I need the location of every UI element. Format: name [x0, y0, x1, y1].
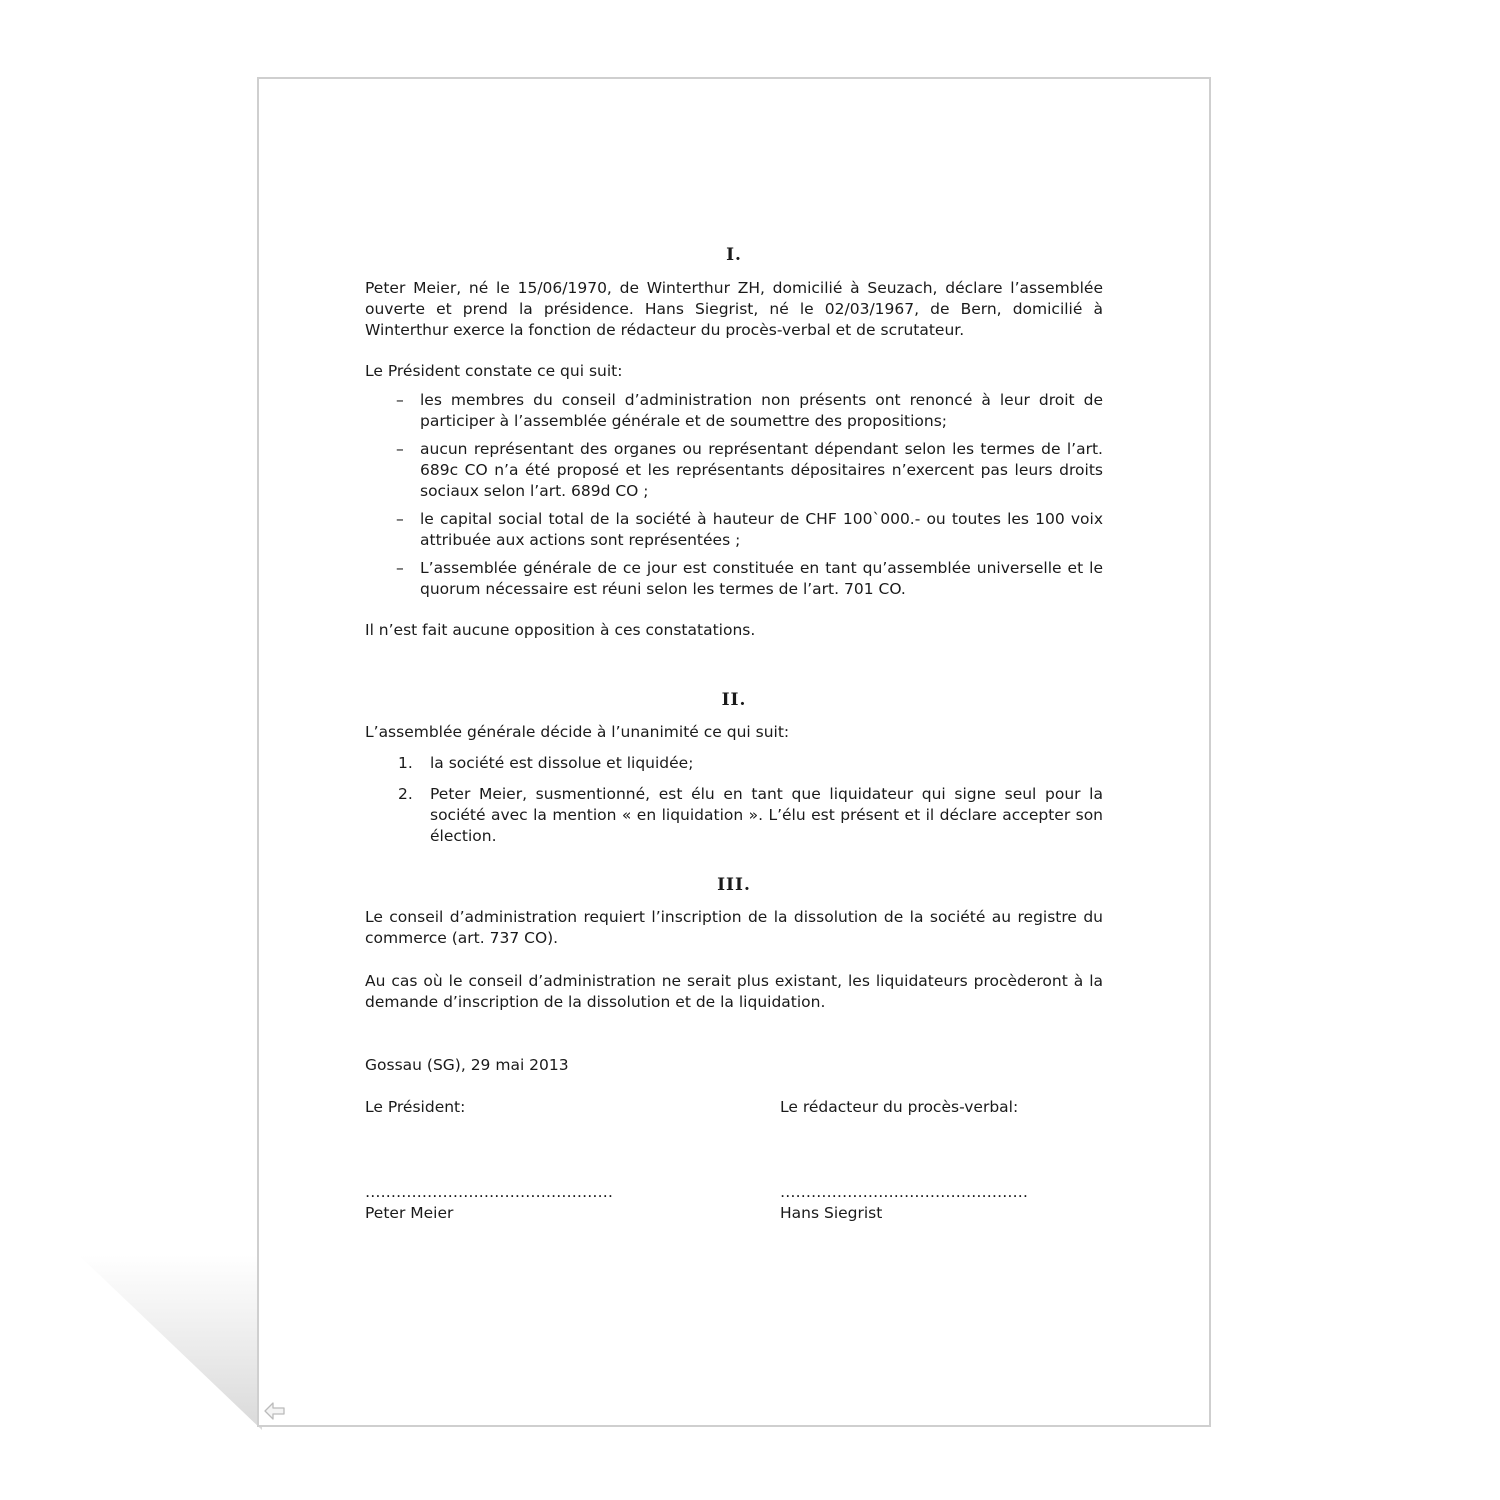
signature-block-president — [365, 1097, 695, 1224]
page-shadow — [0, 1255, 262, 1430]
signature-role: Le rédacteur du procès-verbal: — [780, 1098, 1019, 1116]
list-item-text: le capital social total de la société à hauteur de CHF 100`000.- ou toutes les 100 voix attribuée aux actions sont représentées ; — [420, 510, 1103, 549]
document-page — [257, 77, 1211, 1427]
section-1-closing: Il n’est fait aucune opposition à ces constatations. — [365, 621, 756, 639]
section-2-numbered-list — [365, 753, 1103, 847]
list-item — [365, 784, 1103, 847]
back-arrow-icon[interactable] — [263, 1401, 287, 1421]
dash-marker: – — [396, 440, 404, 458]
section-1-constate: Le Président constate ce qui suit: — [365, 362, 623, 380]
signature-block-secretary — [780, 1097, 1110, 1224]
signature-line: ………………………………………… — [780, 1183, 1028, 1201]
section-3-paragraph-2: Au cas où le conseil d’administration ne serait plus existant, les liquidateurs procèderont à la demande d’inscription de la dissolution et de la liquidation. — [365, 972, 1103, 1011]
signature-name: Hans Siegrist — [780, 1204, 883, 1222]
list-item — [365, 390, 1103, 432]
number-marker: 1. — [398, 754, 413, 772]
section-2-intro: L’assemblée générale décide à l’unanimité ce qui suit: — [365, 723, 790, 741]
dash-marker: – — [396, 559, 404, 577]
list-item-text: Peter Meier, susmentionné, est élu en tant que liquidateur qui signe seul pour la société avec la mention « en liquidation ». L’élu est présent et il déclare accepter son élection. — [430, 785, 1103, 845]
list-item — [365, 509, 1103, 551]
list-item-text: la société est dissolue et liquidée; — [430, 754, 694, 772]
dash-marker: – — [396, 510, 404, 528]
signature-name: Peter Meier — [365, 1204, 454, 1222]
signature-line: ………………………………………… — [365, 1183, 613, 1201]
section-heading-2: II. — [721, 690, 747, 710]
place-date: Gossau (SG), 29 mai 2013 — [365, 1056, 569, 1074]
list-item-text: les membres du conseil d’administration non présents ont renoncé à leur droit de participer à l’assemblée générale et de soumettre des propositions; — [420, 391, 1103, 430]
section-3-paragraph-1: Le conseil d’administration requiert l’inscription de la dissolution de la société au registre du commerce (art. 737 CO). — [365, 908, 1103, 947]
section-heading-1: I. — [726, 245, 742, 265]
signature-role: Le Président: — [365, 1098, 466, 1116]
dash-marker: – — [396, 391, 404, 409]
list-item-text: L’assemblée générale de ce jour est constituée en tant qu’assemblée universelle et le quorum nécessaire est réuni selon les termes de l’art. 701 CO. — [420, 559, 1103, 598]
section-1-bullet-list — [365, 390, 1103, 600]
list-item-text: aucun représentant des organes ou représentant dépendant selon les termes de l’art. 689c CO n’a été proposé et les représentants dépositaires n’exercent pas leurs droits sociaux selon l’art. 689d CO ; — [420, 440, 1103, 500]
section-1-intro: Peter Meier, né le 15/06/1970, de Winterthur ZH, domicilié à Seuzach, déclare l’assemblée ouverte et prend la présidence. Hans Siegrist, né le 02/03/1967, de Bern, domicilié à Winterthur exerce la fonction de rédacteur du procès-verbal et de scrutateur. — [365, 279, 1103, 339]
list-item — [365, 753, 1103, 774]
list-item — [365, 558, 1103, 600]
number-marker: 2. — [398, 785, 413, 803]
list-item — [365, 439, 1103, 502]
section-heading-3: III. — [717, 875, 751, 895]
